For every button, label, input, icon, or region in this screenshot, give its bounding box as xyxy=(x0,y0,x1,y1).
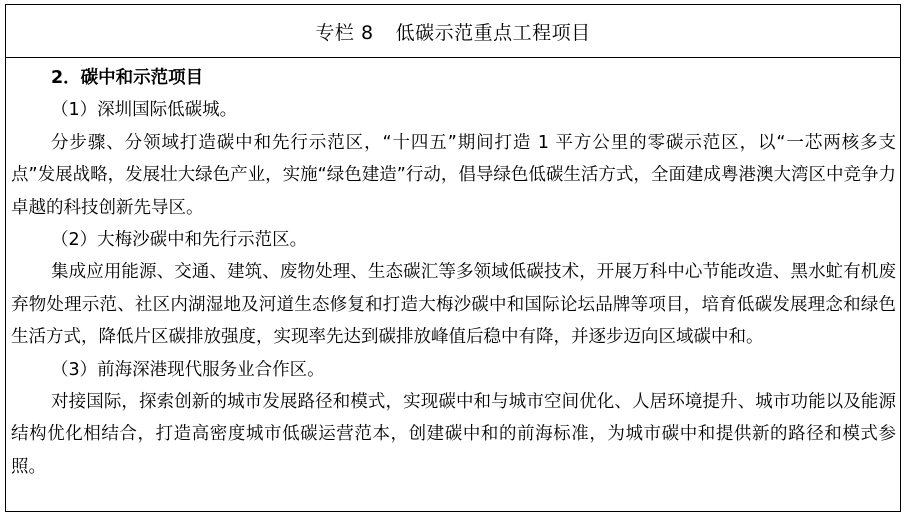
section-title: 2．碳中和示范项目 xyxy=(51,68,204,88)
item-body-3: 对接国际，探索创新的城市发展路径和模式，实现碳中和与城市空间优化、人居环境提升、城市功能以及能源结构优化相结合，打造高密度城市低碳运营范本，创建碳中和的前海标准，为城市碳中和提供新的路径和模式参照。 xyxy=(11,392,896,477)
item-heading-3: （3）前海深港现代服务业合作区。 xyxy=(51,359,325,380)
column-box xyxy=(5,4,901,512)
column-header xyxy=(6,5,900,58)
item-heading-1: （1）深圳国际低碳城。 xyxy=(51,100,238,121)
column-label: 专栏 8 xyxy=(315,21,374,44)
item-heading-2: （2）大梅沙碳中和先行示范区。 xyxy=(51,230,308,251)
column-title: 低碳示范重点工程项目 xyxy=(395,21,591,44)
item-body-2: 集成应用能源、交通、建筑、废物处理、生态碳汇等多领域低碳技术，开展万科中心节能改造、黑水虻有机废弃物处理示范、社区内湖湿地及河道生态修复和打造大梅沙碳中和国际论坛品牌等项目，培育低碳发展理念和绿色生活方式，降低片区碳排放强度，实现率先达到碳排放峰值后稳中有降，并逐步迈向区域碳中和。 xyxy=(11,262,896,348)
item-body-1: 分步骤、分领域打造碳中和先行示范区，“十四五”期间打造 1 平方公里的零碳示范区，以“一芯两核多支点”发展战略，发展壮大绿色产业，实施“绿色建造”行动，倡导绿色低碳生活方式，全面建成粤港澳大湾区中竞争力卓越的科技创新先导区。 xyxy=(11,132,896,218)
column-content xyxy=(6,58,900,483)
